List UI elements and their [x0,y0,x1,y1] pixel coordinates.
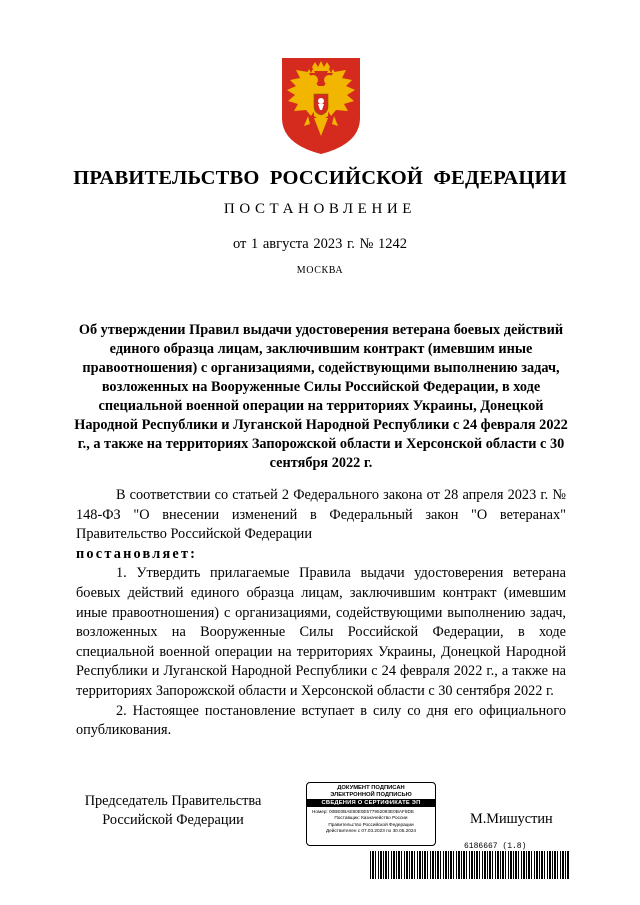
barcode-label: 6186667 (1.8) [464,842,527,851]
government-title: ПРАВИТЕЛЬСТВО РОССИЙСКОЙ ФЕДЕРАЦИИ [73,167,567,189]
document-subject: Об утверждении Правил выдачи удостоверения ветерана боевых действий единого образца лицам, заключившим контракт (имевшим иные правоотношения) с организациями, содействующими выполнению задач, возложенных на Вооруженные Силы Российской Федерации, в ходе специальной военной операции на территориях Украины, Донецкой Народной Республики и Луганской Народной Республики с 24 февраля 2022 г., а также на территориях Запорожской области и Херсонской области с 30 сентября 2022 г. [74,322,568,471]
electronic-signature-stamp [306,782,436,846]
document-body [76,486,566,741]
stamp-heading-line-2: ЭЛЕКТРОННОЙ ПОДПИСЬЮ [330,791,412,798]
signer-position [78,792,268,830]
stamp-serial: Номер: 00BE0BAE80E0E577952093E0BAF8DE [312,809,414,815]
russian-coat-of-arms-icon [278,56,364,156]
item-1-paragraph: 1. Утвердить прилагаемые Правила выдачи удостоверения ветерана боевых действий единого образца лицам, заключившим контракт (имевшим иные правоотношения) с организациями, содействующими выполнению задач, возложенных на Вооруженные Силы Российской Федерации, в ходе специальной военной операции на территориях Украины, Донецкой Народной Республики и Луганской Народной Республики с 24 февраля 2022 г., а также на территориях Запорожской области и Херсонской области с 30 сентября 2022 г. [76,565,566,699]
item-2-paragraph: 2. Настоящее постановление вступает в силу со дня его официального опубликования. [76,702,566,739]
stamp-certificate-bar: СВЕДЕНИЯ О СЕРТИФИКАТЕ ЭП [307,799,435,807]
document-type: ПОСТАНОВЛЕНИЕ [223,201,417,217]
barcode [370,851,570,879]
signer-name: М.Мишустин [470,811,553,827]
city: МОСКВА [296,265,344,276]
decides-word: постановляет: [76,545,198,562]
preamble-paragraph: В соответствии со статьей 2 Федерального закона от 28 апреля 2023 г. № 148-ФЗ "О внесении изменений в Федеральный закон "О ветеранах" Правительство Российской Федерации [76,487,566,543]
stamp-owner: Правительство Российской Федерации [328,821,414,827]
decides-line [76,545,566,565]
signer-position-line-1: Председатель Правительства [84,793,262,809]
signer-position-line-2: Российской Федерации [102,812,244,828]
stamp-heading-line-1: ДОКУМЕНТ ПОДПИСАН [337,785,405,791]
stamp-issuer: Поставщик: Казначейство России [334,815,408,821]
date-and-number: от 1 августа 2023 г. № 1242 [232,236,408,252]
stamp-heading [307,783,435,798]
stamp-validity: Действителен с 07.03.2023 по 30.05.2024 [325,827,417,833]
